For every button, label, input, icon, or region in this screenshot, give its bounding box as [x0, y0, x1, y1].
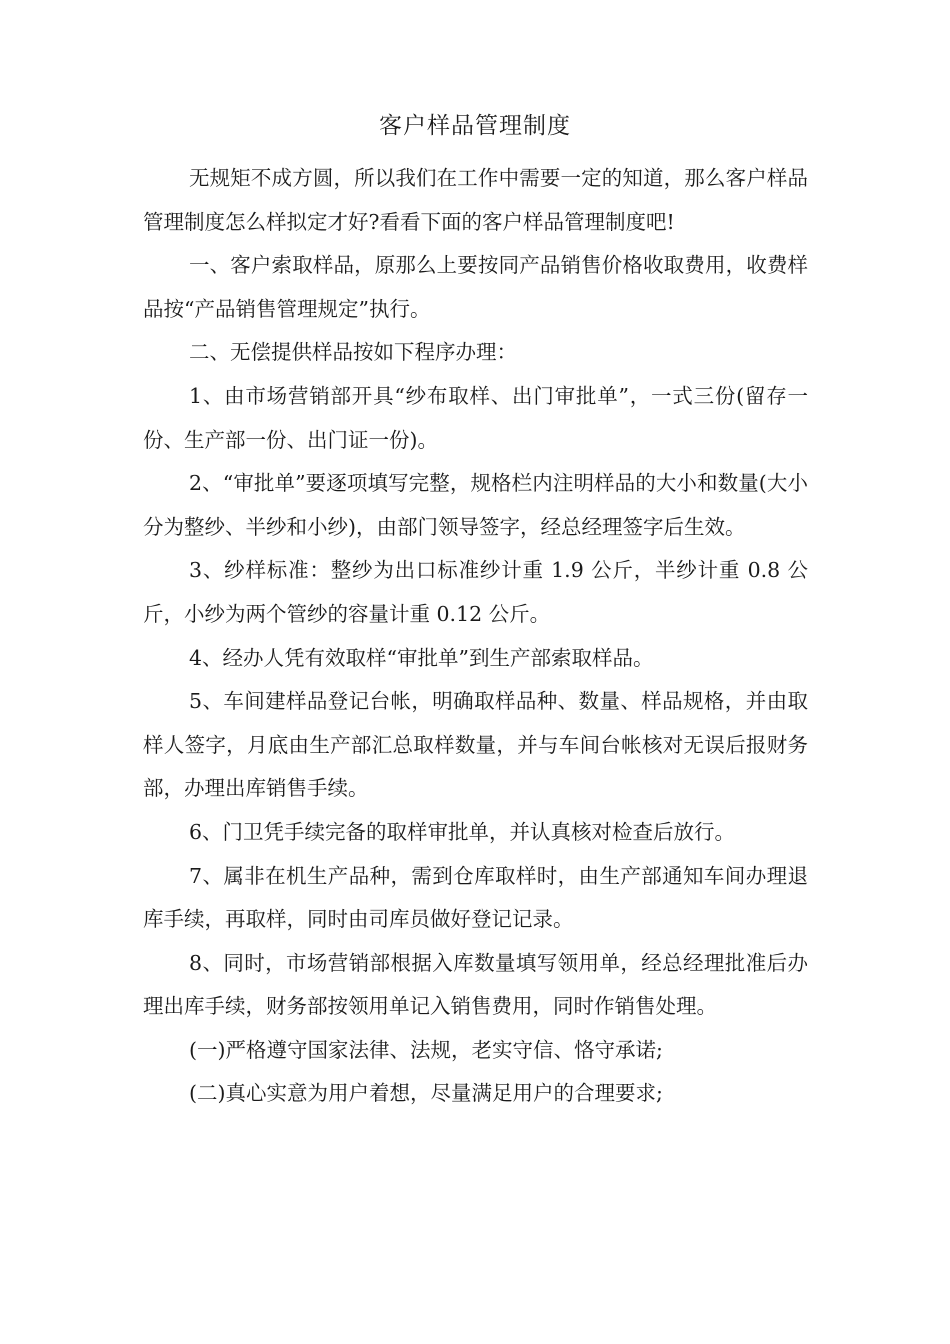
- paragraph-item-7: 7、属非在机生产品种，需到仓库取样时，由生产部通知车间办理退库手续，再取样，同时由司库员做好登记记录。: [143, 863, 808, 932]
- paragraph-principle-1: (一)严格遵守国家法律、法规，老实守信、恪守承诺;: [189, 1037, 663, 1062]
- paragraph-item-5: 5、车间建样品登记台帐，明确取样品种、数量、样品规格，并由取样人签字，月底由生产部汇总取样数量，并与车间台帐核对无误后报财务部，办理出库销售手续。: [143, 689, 808, 801]
- paragraph-item-4: 4、经办人凭有效取样“审批单”到生产部索取样品。: [189, 645, 654, 670]
- paragraph-item-1: 1、由市场营销部开具“纱布取样、出门审批单”，一式三份(留存一份、生产部一份、出门证一份)。: [143, 383, 808, 452]
- paragraph-section-1: 一、客户索取样品，原那么上要按同产品销售价格收取费用，收费样品按“产品销售管理规定”执行。: [143, 253, 808, 321]
- paragraph-principle-2: (二)真心实意为用户着想，尽量满足用户的合理要求;: [189, 1081, 663, 1106]
- paragraph-item-2: 2、“审批单”要逐项填写完整，规格栏内注明样品的大小和数量(大小分为整纱、半纱和小纱)，由部门领导签字，经总经理签字后生效。: [143, 471, 808, 539]
- paragraph-item-8: 8、同时，市场营销部根据入库数量填写领用单，经总经理批准后办理出库手续，财务部按领用单记入销售费用，同时作销售处理。: [143, 950, 808, 1019]
- document-title: 客户样品管理制度: [379, 113, 571, 139]
- paragraph-item-3: 3、纱样标准：整纱为出口标准纱计重 1.9 公斤，半纱计重 0.8 公斤，小纱为两个管纱的容量计重 0.12 公斤。: [143, 558, 808, 626]
- paragraph-item-6: 6、门卫凭手续完备的取样审批单，并认真核对检查后放行。: [189, 819, 736, 844]
- paragraph-intro: 无规矩不成方圆，所以我们在工作中需要一定的知道，那么客户样品管理制度怎么样拟定才好?看看下面的客户样品管理制度吧!: [143, 166, 808, 234]
- paragraph-section-2: 二、无偿提供样品按如下程序办理：: [189, 340, 517, 365]
- document-body: [143, 157, 808, 1116]
